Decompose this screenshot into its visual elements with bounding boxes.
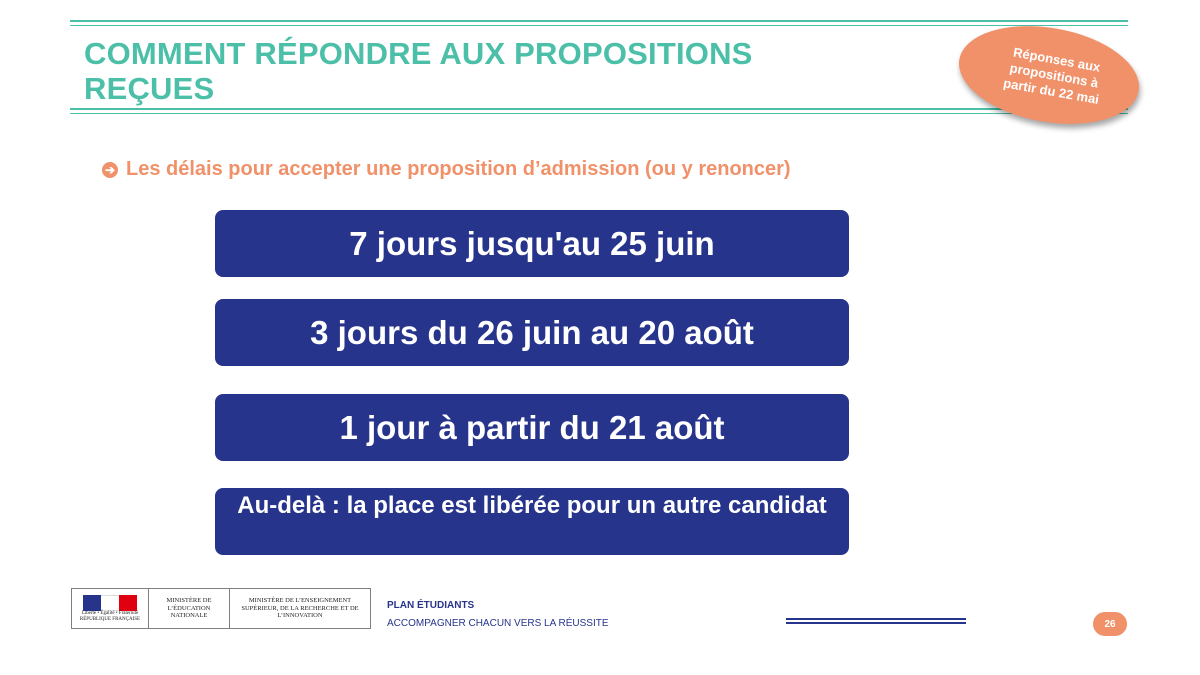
deadline-box-7-days: 7 jours jusqu'au 25 juin: [215, 210, 849, 277]
footer-plan-title: PLAN ÉTUDIANTS: [387, 600, 475, 611]
bullet-text: Les délais pour accepter une proposition d’admission (ou y renoncer): [126, 158, 791, 180]
ministry-higher-ed-text: MINISTÈRE DE L’ENSEIGNEMENT SUPÉRIEUR, DE LA RECHERCHE ET DE L’INNOVATION: [241, 597, 359, 620]
tricolor-flag-icon: [83, 595, 137, 611]
ministry-higher-ed-logo: [230, 589, 370, 628]
header-rule-bottom: [70, 108, 1128, 110]
ministry-education-logo: [149, 589, 230, 628]
bullet-heading: [102, 158, 791, 181]
date-badge-text: Réponses aux propositions à partir du 22 mai: [1002, 44, 1102, 107]
date-badge: [951, 13, 1147, 137]
ministry-logos: [71, 588, 371, 629]
header-rule-top: [70, 20, 1128, 22]
header-rule-top-thin: [70, 25, 1128, 26]
deadline-box-1-day: 1 jour à partir du 21 août: [215, 394, 849, 461]
slide-title: COMMENT RÉPONDRE AUX PROPOSITIONS REÇUES: [84, 36, 753, 106]
arrow-circle-right-icon: ➔: [102, 162, 118, 178]
marianne-logo: [72, 589, 149, 628]
deadline-box-beyond: Au-delà : la place est libérée pour un autre candidat: [215, 488, 849, 555]
motto-text: Liberté • Égalité • Fraternité: [81, 610, 139, 616]
footer-tagline: ACCOMPAGNER CHACUN VERS LA RÉUSSITE: [387, 618, 609, 629]
deadline-box-3-days: 3 jours du 26 juin au 20 août: [215, 299, 849, 366]
ministry-education-text: MINISTÈRE DE L’ÉDUCATION NATIONALE: [166, 597, 212, 620]
republique-text: RÉPUBLIQUE FRANÇAISE: [79, 616, 141, 622]
header-rule-bottom-thin: [70, 113, 1128, 114]
footer-decorative-lines: [786, 618, 966, 626]
page-number-badge: 26: [1093, 612, 1127, 636]
